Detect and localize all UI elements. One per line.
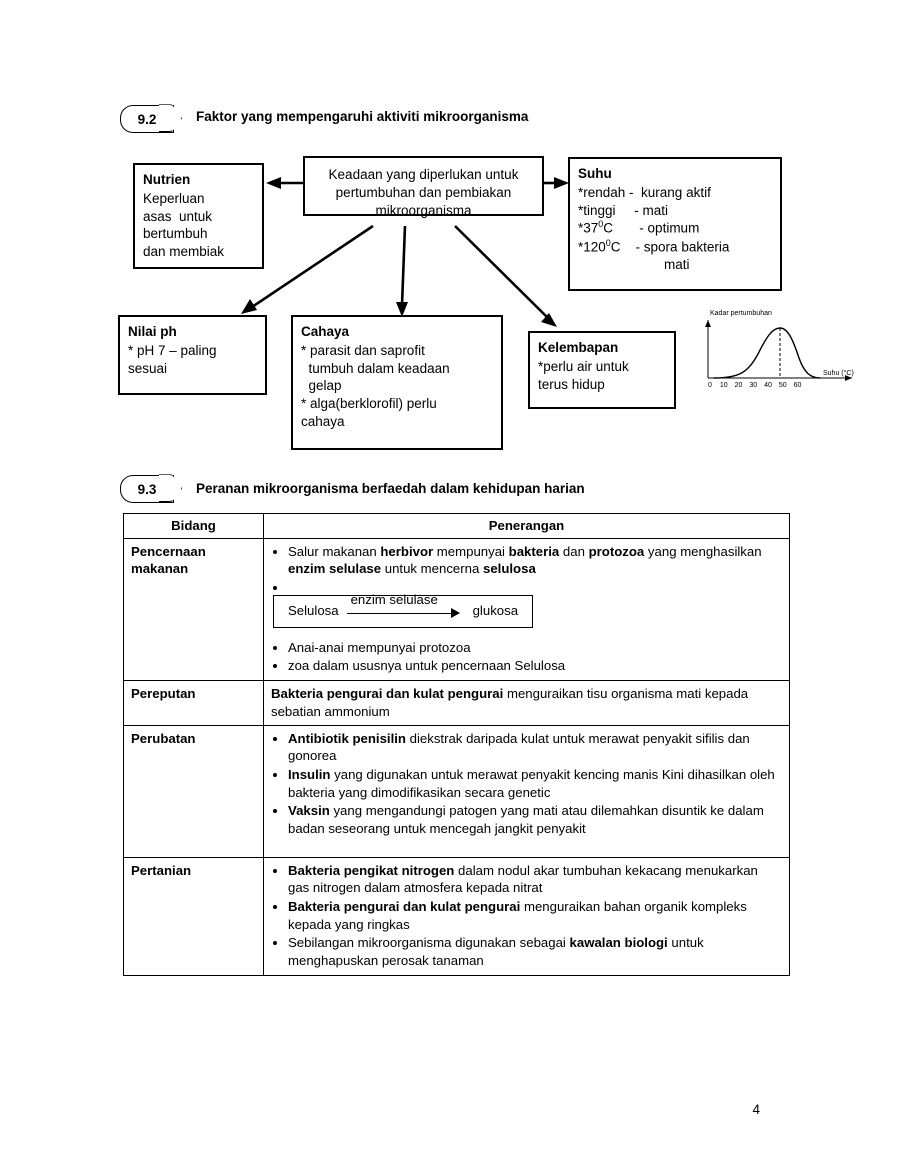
txt-bold: Bakteria pengurai dan kulat pengurai <box>288 899 521 914</box>
txt: diekstrak daripada kulat untuk merawat penyakit sifilis dan gonorea <box>288 730 750 764</box>
txt-bold: bakteria <box>508 543 560 559</box>
page-number: 4 <box>752 1102 760 1117</box>
suhu-37-rest: C - optimum <box>603 220 700 236</box>
cahaya-line-1: * parasit dan saprofit <box>301 342 425 358</box>
degree-sup-1: 0 <box>598 219 604 230</box>
section-number-2: 9.3 <box>137 481 157 497</box>
txt-bold: Insulin <box>288 766 331 782</box>
nilai-ph-title: Nilai ph <box>128 324 177 339</box>
cahaya-line-2: tumbuh dalam keadaan <box>301 360 450 376</box>
bullet-list-2 <box>271 639 782 675</box>
section-badge-9-3 <box>120 475 174 503</box>
suhu-line-2: *tinggi - mati <box>578 202 669 218</box>
suhu-line-4 <box>578 238 772 256</box>
kelembapan-line-1: *perlu air untuk <box>538 358 629 374</box>
diagram-center-box <box>303 156 544 216</box>
chart-xlabel: Suhu (°C) <box>823 370 854 377</box>
txt-bold: selulosa <box>483 561 536 577</box>
txt-bold: Vaksin <box>288 803 330 819</box>
txt: Sebilangan mikroorganisma digunakan sebagai <box>288 935 570 951</box>
list-item <box>288 543 782 578</box>
paragraph <box>271 685 782 720</box>
equation-box <box>273 591 533 628</box>
cahaya-line-5: cahaya <box>301 414 345 430</box>
row-field-perubatan: Perubatan <box>124 725 264 857</box>
txt: yang mengandungi patogen yang mati atau dilemahkan disuntik ke dalam badan seseorang untuk mencegah jangkit penyakit <box>288 803 764 836</box>
chart-xticks <box>708 382 801 389</box>
row-desc-pencernaan <box>264 538 790 680</box>
kelembapan-line-2: terus hidup <box>538 376 605 392</box>
equation-right: glukosa <box>472 603 519 619</box>
list-item <box>288 730 782 765</box>
txt-bold: Antibiotik penisilin <box>288 730 406 746</box>
center-line-2: pertumbuhan dan pembiakan <box>335 184 512 200</box>
list-item-empty <box>288 579 782 589</box>
diagram-box-cahaya <box>291 315 503 450</box>
list-item <box>288 934 782 969</box>
txt: dalam nodul akar tumbuhan kekacang menukarkan gas nitrogen dalam atmosfera kepada nitrat <box>288 862 758 896</box>
txt: menguraikan bahan organik kompleks kepada yang ringkas <box>288 899 747 932</box>
table-header-bidang: Bidang <box>124 514 264 539</box>
txt: untuk menghapuskan perosak tanaman <box>288 935 704 969</box>
cahaya-title: Cahaya <box>301 324 350 339</box>
txt: mempunyai <box>433 543 509 559</box>
chart-xtick-4: 40 <box>764 382 772 389</box>
chart-xtick-5: 50 <box>778 382 787 389</box>
chart-xtick-0: 0 <box>708 382 712 389</box>
roles-table <box>123 513 790 976</box>
row-field-pencernaan <box>124 538 264 680</box>
center-line-3: mikroorganisma <box>375 202 472 218</box>
txt-bold: protozoa <box>588 543 645 559</box>
suhu-120-rest: C - spora bakteria <box>610 239 730 255</box>
section-badge-9-2 <box>120 105 174 133</box>
txt-bold: kawalan biologi <box>569 935 668 951</box>
section-title-9-3: Peranan mikroorganisma berfaedah dalam kehidupan harian <box>196 481 585 496</box>
suhu-line-1: *rendah - kurang aktif <box>578 184 711 200</box>
chart-xtick-3: 30 <box>749 382 758 389</box>
nutrien-line-3: bertumbuh <box>143 226 208 242</box>
degree-sup-2: 0 <box>605 237 611 248</box>
txt: menguraikan tisu organisma mati kepada sebatian ammonium <box>271 686 749 719</box>
bullet-list <box>271 543 782 589</box>
diagram-box-nutrien <box>133 163 264 269</box>
field-line-1: Pencernaan <box>131 543 206 559</box>
nilai-ph-line-2: sesuai <box>128 360 168 376</box>
txt-bold: Bakteria pengurai dan kulat pengurai <box>271 686 504 702</box>
nutrien-title: Nutrien <box>143 172 191 187</box>
equation-left: Selulosa <box>288 603 339 619</box>
txt-bold: enzim selulase <box>288 561 382 577</box>
txt: yang menghasilkan <box>644 543 762 559</box>
list-item: • Anai-anai mempunyai protozoa <box>288 639 782 657</box>
txt: dan <box>559 543 589 559</box>
table-row <box>124 857 790 975</box>
diagram-box-nilai-ph <box>118 315 267 395</box>
table-row <box>124 681 790 725</box>
txt: untuk mencerna <box>381 561 483 577</box>
row-desc-perubatan <box>264 725 790 857</box>
list-item: • zoa dalam ususnya untuk pencernaan Selulosa <box>288 657 782 675</box>
suhu-line-3 <box>578 219 772 237</box>
suhu-37: *37 <box>578 220 599 236</box>
nutrien-line-2: asas untuk <box>143 208 213 224</box>
growth-temperature-chart <box>700 310 875 400</box>
chart-xtick-1: 10 <box>719 382 728 389</box>
chart-xtick-2: 20 <box>734 382 743 389</box>
txt: Salur makanan <box>288 543 381 559</box>
suhu-line-5: mati <box>664 257 690 273</box>
row-desc-pereputan <box>264 681 790 725</box>
bullet-list <box>271 862 782 970</box>
table-row <box>124 538 790 680</box>
center-line-1: Keadaan yang diperlukan untuk <box>328 167 519 182</box>
chart-ylabel: Kadar pertumbuhan <box>710 310 772 317</box>
diagram-box-suhu <box>568 157 782 291</box>
section-title-9-2: Faktor yang mempengaruhi aktiviti mikroorganisma <box>196 109 529 124</box>
section-number: 9.2 <box>137 111 157 127</box>
row-field-pertanian: Pertanian <box>124 857 264 975</box>
row-desc-pertanian <box>264 857 790 975</box>
field-line-2: makanan <box>131 561 189 577</box>
cahaya-line-4: * alga(berklorofil) perlu <box>301 396 437 412</box>
list-item <box>288 862 782 897</box>
chart-xtick-6: 60 <box>793 382 802 389</box>
nutrien-line-1: Keperluan <box>143 190 205 206</box>
nutrien-line-4: dan membiak <box>143 244 225 260</box>
table-header-penerangan: Penerangan <box>264 514 790 539</box>
diagram-box-kelembapan <box>528 331 676 409</box>
equation-over: enzim selulase <box>350 591 438 607</box>
equation-row <box>288 591 519 620</box>
list-item <box>288 898 782 933</box>
table-row <box>124 725 790 857</box>
list-item <box>288 802 782 837</box>
equation-arrow <box>347 591 465 618</box>
bullet-list <box>271 730 782 838</box>
suhu-120: *120 <box>578 239 606 255</box>
txt-bold: herbivor <box>380 543 434 559</box>
row-field-pereputan: Pereputan <box>124 681 264 725</box>
nilai-ph-line-1: * pH 7 – paling <box>128 342 217 358</box>
txt: yang digunakan untuk merawat penyakit kencing manis Kini dihasilkan oleh bakteria yang dimodifikasikan secara genetic <box>288 766 775 800</box>
txt-bold: Bakteria pengikat nitrogen <box>288 862 455 878</box>
kelembapan-title: Kelembapan <box>538 340 619 355</box>
list-item <box>288 766 782 801</box>
cahaya-line-3: gelap <box>301 378 342 394</box>
suhu-title: Suhu <box>578 166 612 181</box>
table-header-row <box>124 514 790 539</box>
